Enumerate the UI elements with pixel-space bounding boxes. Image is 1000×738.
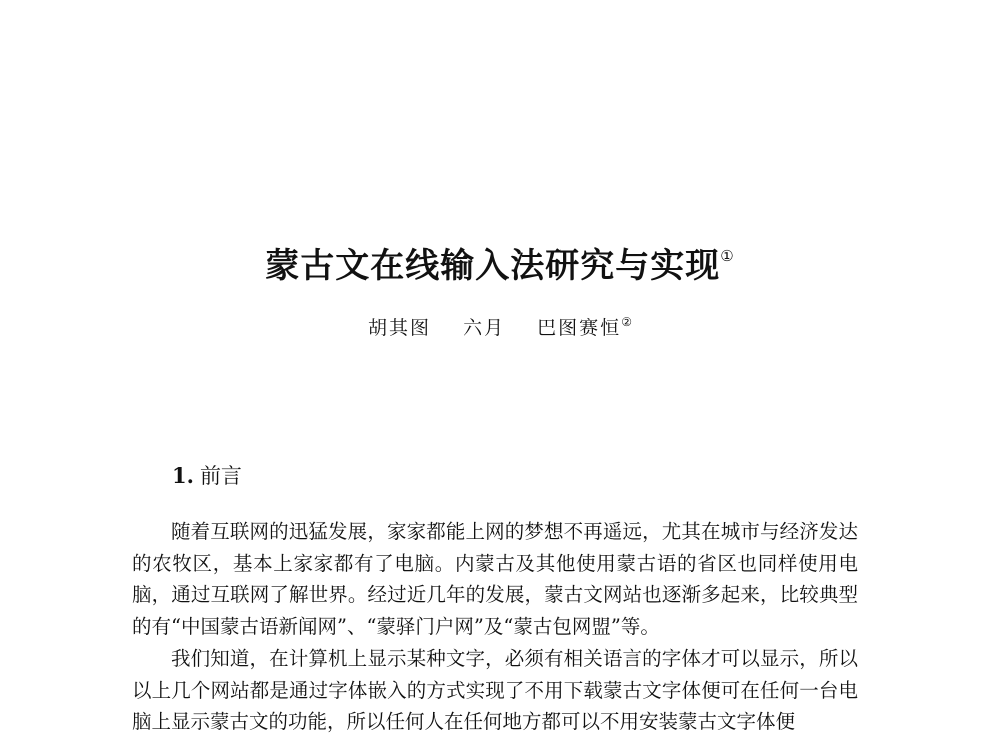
author-list xyxy=(0,313,1000,340)
paper-title xyxy=(0,238,1000,287)
author-2: 六月 xyxy=(463,317,506,339)
body-text xyxy=(132,516,858,738)
paragraph-2: 我们知道，在计算机上显示某种文字，必须有相关语言的字体才可以显示，所以以上几个网站都是通过字体嵌入的方式实现了不用下载蒙古文字体便可在任何一台电脑上显示蒙古文的功能，所以任何人在任何地方都可以不用安装蒙古文字体便 xyxy=(132,646,858,734)
section-title: 前言 xyxy=(199,464,242,488)
author-footnote-marker: ② xyxy=(621,315,632,329)
section-heading xyxy=(172,460,242,490)
title-footnote-marker: ① xyxy=(720,247,735,265)
author-3 xyxy=(537,317,632,339)
section-number: 1. xyxy=(172,463,194,488)
author-1: 胡其图 xyxy=(368,317,432,339)
title-text: 蒙古文在线输入法研究与实现 xyxy=(265,246,721,286)
author-3-name: 巴图赛恒 xyxy=(537,317,622,339)
paragraph-1: 随着互联网的迅猛发展，家家都能上网的梦想不再遥远，尤其在城市与经济发达的农牧区，基本上家家都有了电脑。内蒙古及其他使用蒙古语的省区也同样使用电脑，通过互联网了解世界。经过近几年的发展，蒙古文网站也逐渐多起来，比较典型的有“中国蒙古语新闻网”、“蒙驿门户网”及“蒙古包网盟”等。 xyxy=(132,520,858,639)
